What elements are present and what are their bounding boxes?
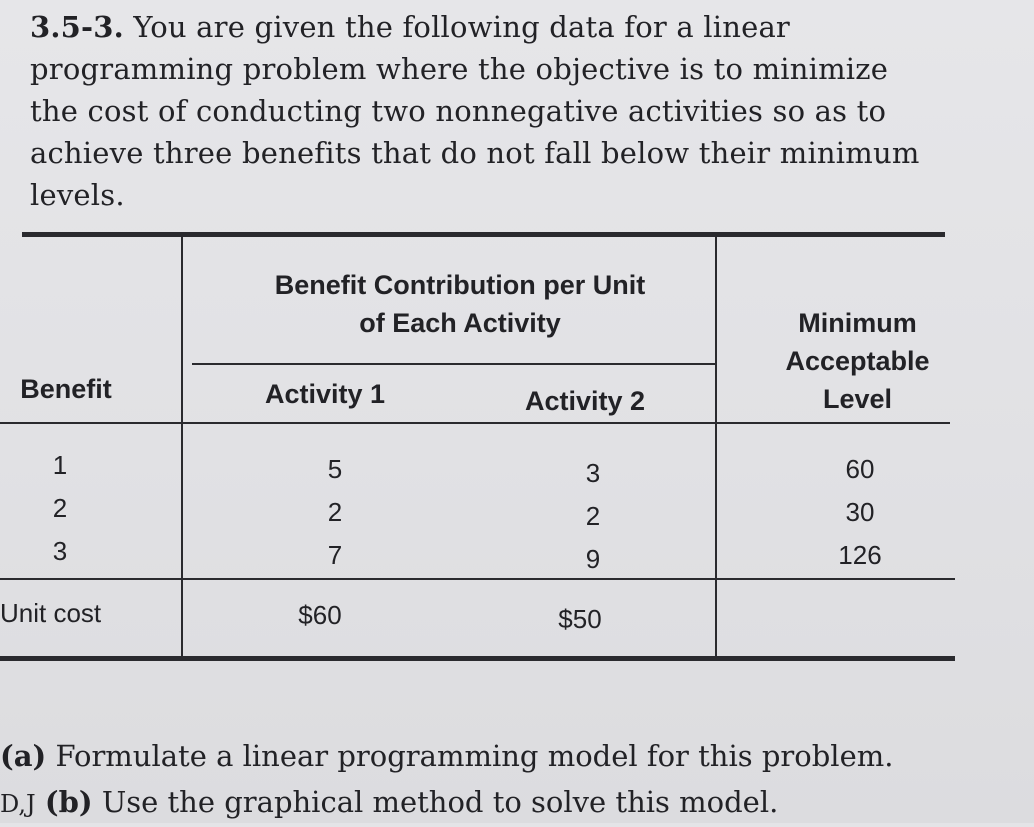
part-b-prefix: D,J <box>0 790 36 818</box>
unit-cost-activity-2: $50 <box>558 604 602 634</box>
part-a <box>0 733 1000 779</box>
table-row: 2 <box>52 493 68 523</box>
header-bottom-rule <box>0 422 950 424</box>
table-row: 3 <box>52 536 68 566</box>
group-header-rule <box>192 363 716 365</box>
part-b-text: Use the graphical method to solve this model. <box>101 785 779 819</box>
divider-activities <box>715 237 717 657</box>
table-cell: 3 <box>585 458 601 488</box>
table-bottom-rule <box>0 656 955 661</box>
header-benefit: Benefit <box>20 374 112 404</box>
divider-benefit <box>181 237 183 657</box>
body-bottom-rule <box>0 578 955 580</box>
problem-statement <box>30 6 945 216</box>
part-b-label: (b) <box>44 785 93 819</box>
table-row: 1 <box>52 450 68 480</box>
table-cell: 7 <box>327 540 343 570</box>
problem-parts <box>0 733 1000 827</box>
activity-1-column <box>315 448 355 577</box>
part-a-text: Formulate a linear programming model for this problem. <box>55 739 894 773</box>
table-cell: 2 <box>327 497 343 527</box>
group-header: Benefit Contribution per Unit of Each Activity <box>274 270 646 338</box>
activity-2-column <box>573 452 613 581</box>
table-top-rule <box>22 232 945 237</box>
minimum-level-column <box>825 448 895 577</box>
benefit-table <box>0 232 955 668</box>
problem-number: 3.5-3. <box>30 10 124 44</box>
unit-cost-label: Unit cost <box>0 598 102 628</box>
unit-cost-activity-1: $60 <box>298 600 342 630</box>
table-cell: 9 <box>585 544 601 574</box>
problem-text: You are given the following data for a linear programming problem where the objective is to minimize the cost of conducting two nonnegative activities so as to achieve three benefits that do not fall below their minimum levels. <box>30 10 920 212</box>
table-cell: 5 <box>327 454 343 484</box>
part-b <box>0 779 1000 827</box>
header-minimum-level: Minimum Acceptable Level <box>785 308 930 414</box>
benefit-column <box>40 444 80 573</box>
table-cell: 60 <box>845 454 875 484</box>
table-cell: 30 <box>845 497 875 527</box>
header-activity-2: Activity 2 <box>524 386 646 416</box>
table-cell: 2 <box>585 501 601 531</box>
header-activity-1: Activity 1 <box>264 379 386 409</box>
part-a-label: (a) <box>0 739 47 773</box>
table-cell: 126 <box>838 540 882 570</box>
